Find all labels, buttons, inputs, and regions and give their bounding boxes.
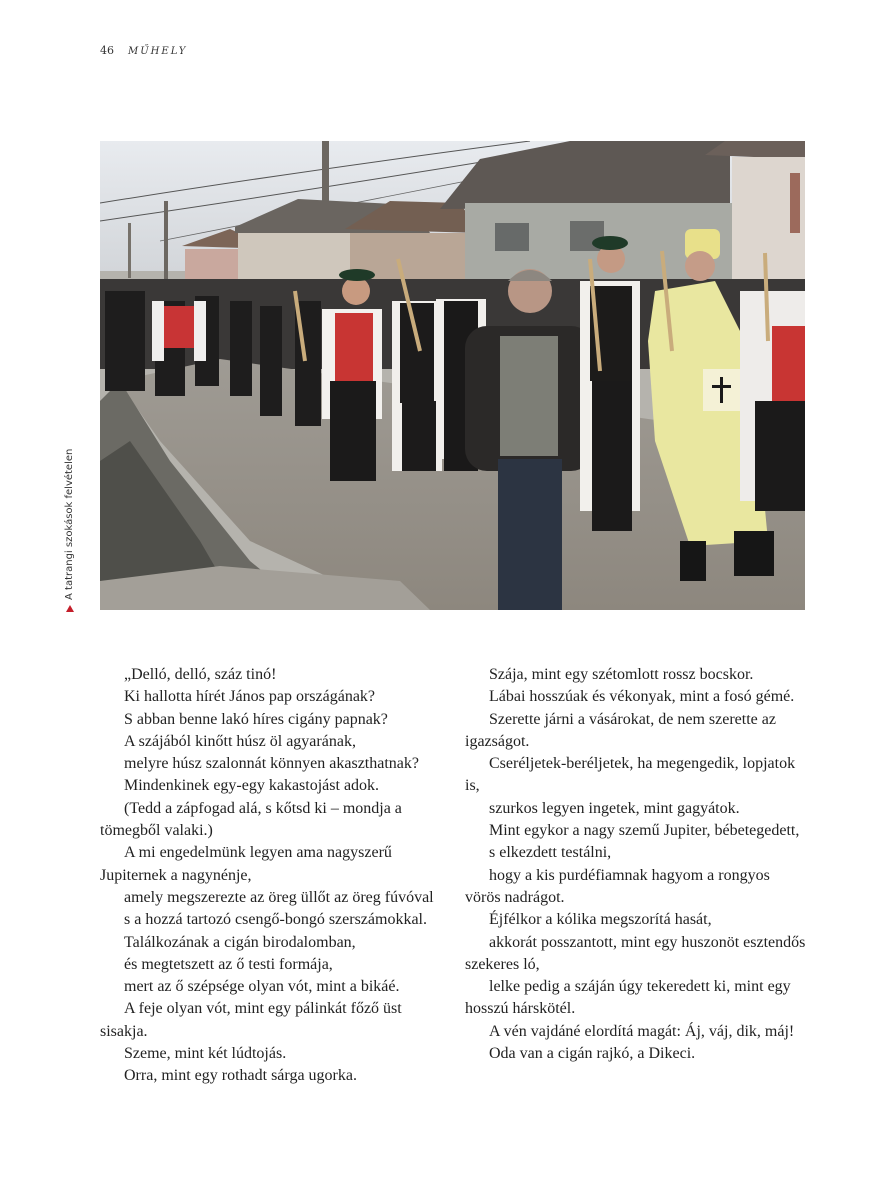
verse-line: mert az ő szépsége olyan vót, mint a bikáé. (124, 978, 400, 996)
verse-line: Találkozának a cigán birodalomban, (124, 933, 356, 951)
verse-line: S abban benne lakó híres cigány papnak? (124, 710, 388, 728)
verse-line: akkorát posszantott, mint egy huszonöt esztendős szekeres ló, (465, 933, 806, 973)
verse-line: Cseréljetek-beréljetek, ha megengedik, lopjatok is, (465, 755, 796, 795)
caption-text: A tatrangi szokások felvételen (64, 448, 75, 600)
photo-caption (64, 449, 75, 612)
verse-line: és megtetszett az ő testi formája, (124, 955, 333, 973)
verse-line: Oda van a cigán rajkó, a Dikeci. (489, 1045, 696, 1063)
verse-line: Szerette járni a vásárokat, de nem szerette az igazságot. (465, 710, 776, 750)
verse-line: s elkezdett testálni, (489, 844, 612, 862)
verse-line: s a hozzá tartozó csengő-bongó szerszámokkal. (124, 911, 427, 929)
running-header (100, 44, 187, 57)
verse-line: Mint egykor a nagy szemű Jupiter, bébetegedett, (489, 822, 800, 840)
text-column-right (465, 664, 806, 1065)
verse-line: Orra, mint egy rothadt sárga ugorka. (124, 1067, 357, 1085)
verse-line: hogy a kis purdéfiamnak hagyom a rongyos vörös nadrágot. (465, 866, 770, 906)
verse-line: Éjfélkor a kólika megszorítá hasát, (489, 911, 712, 929)
verse-line: lelke pedig a száján úgy tekeredett ki, mint egy hosszú hárskötél. (465, 978, 791, 1018)
verse-line: A szájából kinőtt húsz öl agyarának, (124, 732, 356, 750)
verse-line: A vén vajdáné elordítá magát: Áj, váj, dik, máj! (489, 1022, 795, 1040)
parade-photo (100, 141, 805, 610)
section-title: MŰHELY (128, 46, 188, 57)
verse-line: Lábai hosszúak és vékonyak, mint a fosó gémé. (489, 688, 795, 706)
verse-line: „Delló, delló, száz tinó! (124, 666, 277, 683)
verse-line: Ki hallotta hírét János pap országának? (124, 688, 376, 706)
verse-line: A feje olyan vót, mint egy pálinkát főző üst sisakja. (100, 1000, 402, 1040)
verse-line: A mi engedelmünk legyen ama nagyszerű Jupiternek a nagynénje, (100, 844, 392, 884)
verse-line: melyre húsz szalonnát könnyen akaszthatnak? (124, 755, 419, 773)
verse-line: (Tedd a zápfogad alá, s kőtsd ki – mondja a tömegből valaki.) (100, 799, 402, 840)
verse-line: Szája, mint egy szétomlott rossz bocskor. (489, 666, 754, 683)
verse-line: amely megszerezte az öreg üllőt az öreg fúvóval (124, 888, 434, 906)
text-column-left (100, 664, 441, 1088)
page-number: 46 (100, 44, 114, 57)
verse-line: szurkos legyen ingetek, mint gagyátok. (489, 799, 740, 817)
verse-line: Szeme, mint két lúdtojás. (124, 1045, 287, 1063)
verse-line: Mindenkinek egy-egy kakastojást adok. (124, 777, 380, 795)
caption-marker-icon (66, 605, 74, 612)
